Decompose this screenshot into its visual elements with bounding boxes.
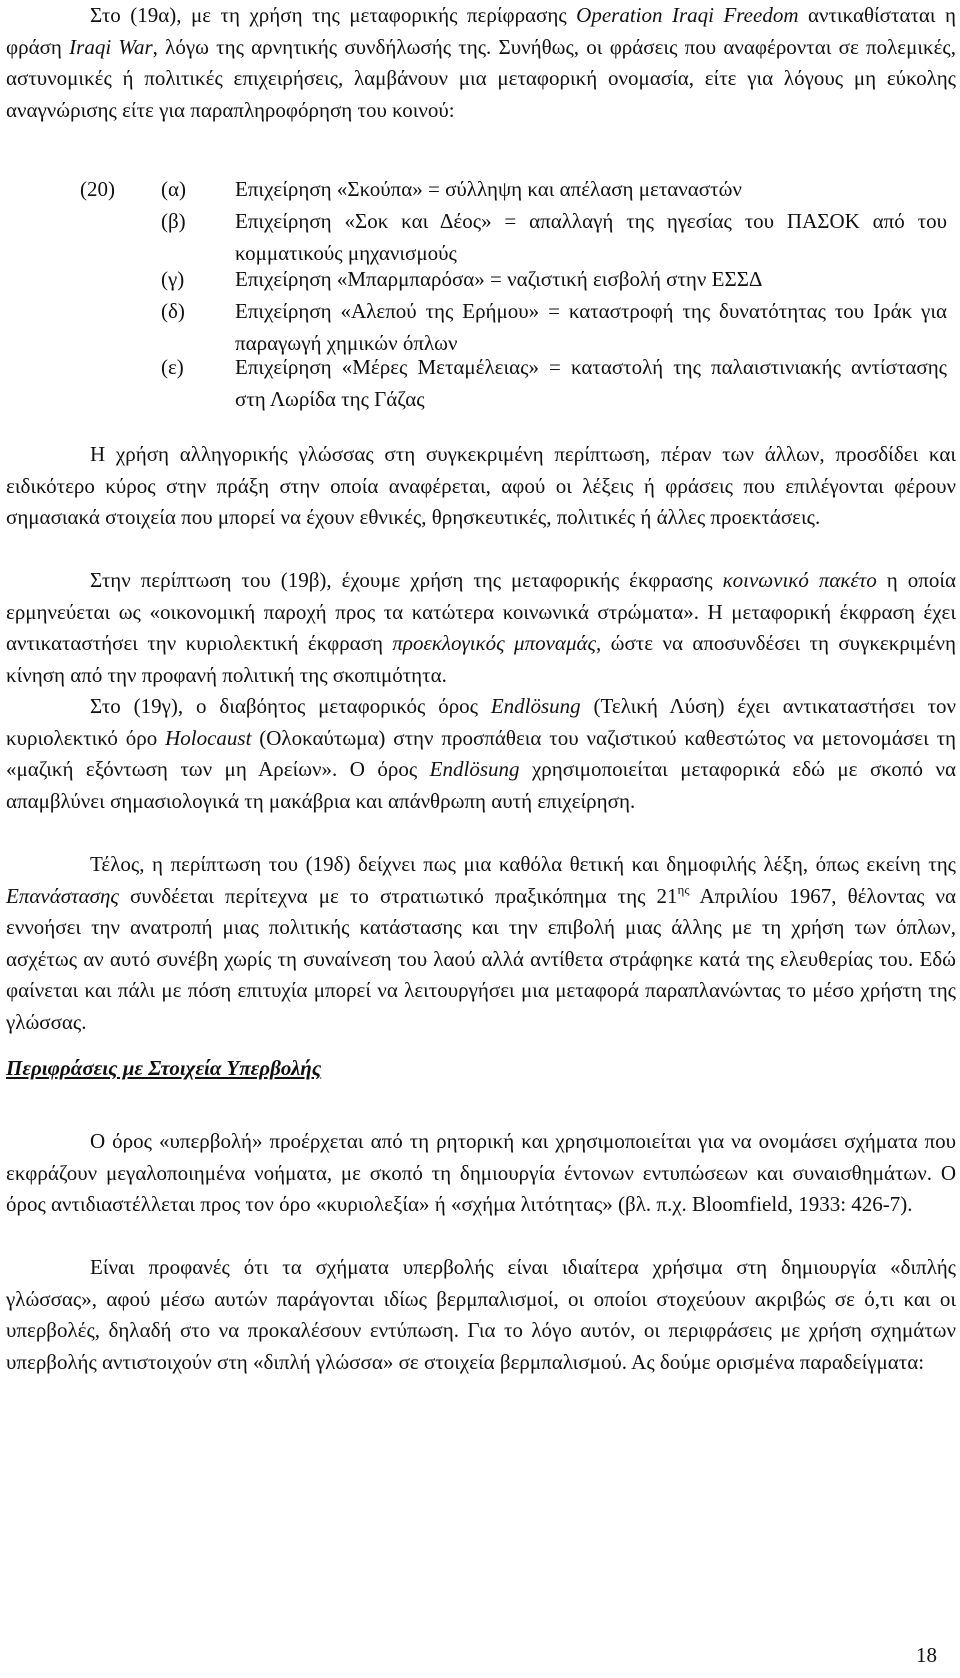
- paragraph-19b: Στην περίπτωση του (19β), έχουμε χρήση της μεταφορικής έκφρασης κοινωνικό πακέτο η οποία ερμηνεύεται ως «οικονομική παροχή προς τα κατώτερα κοινωνικά στρώματα». Η μεταφορική έκφραση έχει αντικαταστήσει την κυριολεκτική έκφραση προεκλογικός μποναμάς, ώστε να αποσυνδέσει τη συγκεκριμένη κίνηση από την προφανή πολιτική της σκοπιμότητα.: [6, 568, 957, 687]
- paragraph-intro: Στο (19α), με τη χρήση της μεταφορικής περίφρασης Operation Iraqi Freedom αντικαθίσταται η φράση Iraqi War, λόγω της αρνητικής συνδήλωσής της. Συνήθως, οι φράσεις που αναφέρονται σε πολεμικές, αστυνομικές ή πολιτικές επιχειρήσεις, λαμβάνουν μια μεταφορική ονομασία, είτε για λόγους μη εύκολης αναγνώρισης είτε για παραπληροφόρηση του κοινού:: [6, 3, 957, 122]
- paragraph-allegory: Η χρήση αλληγορικής γλώσσας στη συγκεκριμένη περίπτωση, πέραν των άλλων, προσδίδει και ειδικότερο κύρος στην πράξη στην οποία αναφέρεται, αφού οι λέξεις ή φράσεις που επιλέγονται φέρουν σημασιακά στοιχεία που μπορεί να έχουν εθνικές, θρησκευτικές, πολιτικές ή άλλες προεκτάσεις.: [6, 442, 956, 530]
- paragraph-hyperbole-def: Ο όρος «υπερβολή» προέρχεται από τη ρητορική και χρησιμοποιείται για να ονομάσει σχήματα που εκφράζουν μεγαλοποιημένα νοήματα, με σκοπό τη δημιουργία έντονων εντυπώσεων και συναισθημάτων. Ο όρος αντιδιαστέλλεται προς τον όρο «κυριολεξία» ή «σχήμα λιτότητας» (βλ. π.χ. Bloomfield, 1933: 426-7).: [6, 1129, 956, 1217]
- section-heading: Περιφράσεις με Στοιχεία Υπερβολής: [6, 1056, 322, 1080]
- example-letter: (δ): [161, 299, 185, 323]
- example-text: Επιχείρηση «Μπαρμπαρόσα» = ναζιστική εισβολή στην ΕΣΣΔ: [235, 267, 763, 291]
- example-letter: (γ): [161, 267, 185, 291]
- example-text: Επιχείρηση «Αλεπού της Ερήμου» = καταστροφή της δυνατότητας του Ιράκ για παραγωγή χημικών όπλων: [235, 299, 947, 355]
- paragraph-19c: Στο (19γ), ο διαβόητος μεταφορικός όρος Endlösung (Τελική Λύση) έχει αντικαταστήσει τον κυριολεκτικό όρο Holocaust (Ολοκαύτωμα) στην προσπάθεια του ναζιστικού καθεστώτος να μετονομάσει τη «μαζική εξόντωση των μη Αρείων». Ο όρος Endlösung χρησιμοποιείται μεταφορικά εδώ με σκοπό να απαμβλύνει σημασιολογικά τη μακάβρια και απάνθρωπη αυτή επιχείρηση.: [6, 694, 956, 813]
- example-letter: (β): [161, 209, 186, 233]
- paragraph-19d: Τέλος, η περίπτωση του (19δ) δείχνει πως μια καθόλα θετική και δημοφιλής λέξη, όπως εκείνη της Επανάστασης συνδέεται περίτεχνα με το στρατιωτικό πραξικόπημα της $21^{\eta\varsigma}$ Απριλίου 1967, θέλοντας να εννοήσει την ανατροπή μιας πολιτικής κατάστασης και την επιβολή μιας άλλης με τη χρήση των όπλων, ασχέτως αν αυτό συνέβη χωρίς τη συναίνεση του λαού αλλά αντίθετα στράφηκε κατά της ελευθερίας του. Εδώ φαίνεται και πάλι με πόση επιτυχία μπορεί να λειτουργήσει μια μεταφορά παραπλανώντας το μέσο χρήστη της γλώσσας.: [6, 852, 957, 1034]
- page-number: 18: [916, 1643, 937, 1667]
- example-letter: (ε): [161, 355, 184, 379]
- example-number: (20): [80, 177, 115, 201]
- example-letter: (α): [161, 177, 186, 201]
- example-text: Επιχείρηση «Μέρες Μεταμέλειας» = καταστολή της παλαιστινιακής αντίστασης στη Λωρίδα της Γάζας: [235, 355, 947, 411]
- paragraph-hyperbole-use: Είναι προφανές ότι τα σχήματα υπερβολής είναι ιδιαίτερα χρήσιμα στη δημιουργία «διπλής γλώσσας», αφού μέσω αυτών παράγονται ιδίως βερμπαλισμοί, οι οποίοι στοχεύουν ακριβώς σε ό,τι και οι υπερβολές, δηλαδή στο να προκαλέσουν εντύπωση. Για το λόγο αυτόν, οι περιφράσεις με χρήση σχημάτων υπερβολής αντιστοιχούν στη «διπλή γλώσσα» σε στοιχεία βερμπαλισμού. Ας δούμε ορισμένα παραδείγματα:: [6, 1255, 956, 1374]
- example-text: Επιχείρηση «Σκούπα» = σύλληψη και απέλαση μεταναστών: [235, 177, 742, 201]
- example-text: Επιχείρηση «Σοκ και Δέος» = απαλλαγή της ηγεσίας του ΠΑΣΟΚ από του κομματικούς μηχανισμούς: [235, 209, 947, 265]
